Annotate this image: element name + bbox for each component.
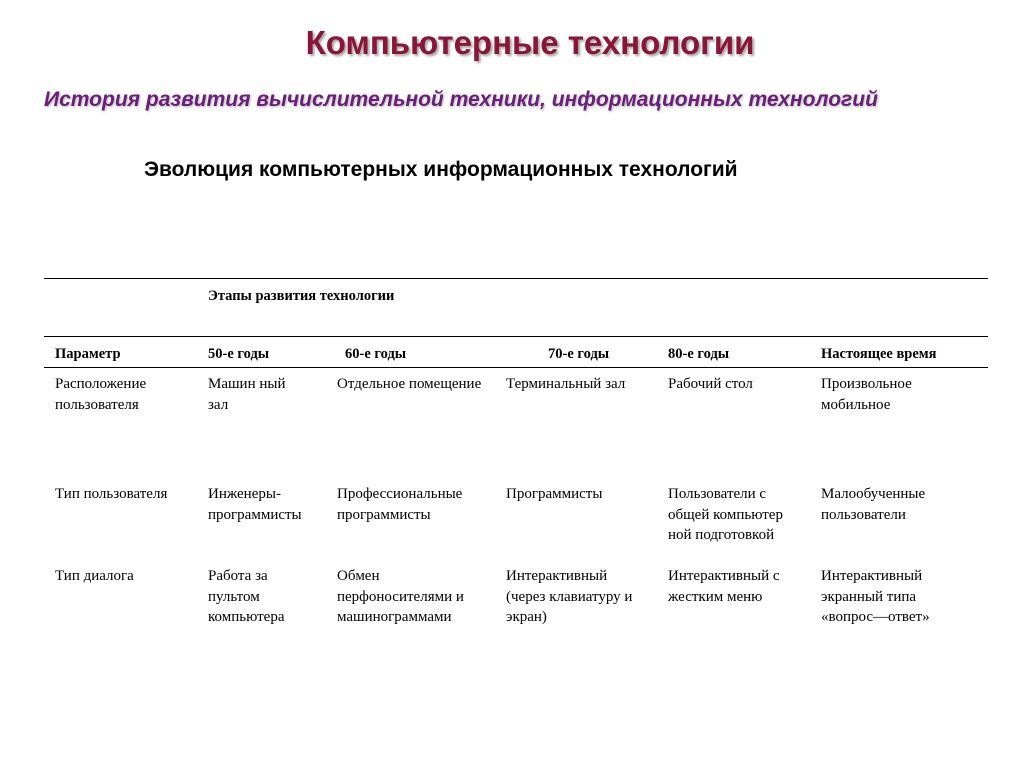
cell-80s: Рабочий стол: [668, 376, 753, 392]
cell-now: Произвольное мобильное: [821, 376, 912, 413]
cell-70s: Программисты: [506, 486, 603, 502]
cell-50s: Работа за пультом компьютера: [208, 568, 285, 625]
group-header: Этапы развития технологии: [208, 288, 395, 304]
slide-subtitle: История развития вычислительной техники, информационных технологий: [44, 88, 878, 111]
cell-now: Интерактивный экранный типа «вопрос—ответ»: [821, 568, 930, 625]
cell-param: Тип пользователя: [55, 486, 168, 502]
header-bottom-rule: [44, 367, 988, 368]
cell-50s: Инженеры-программисты: [208, 486, 302, 523]
cell-70s: Интерактивный (через клавиатуру и экран): [506, 568, 633, 625]
cell-param: Расположение пользователя: [55, 376, 147, 413]
cell-60s: Профессиональные программисты: [337, 486, 463, 523]
header-top-rule: [44, 336, 988, 337]
table-top-rule: [44, 278, 988, 279]
cell-80s: Интерактивный с жестким меню: [668, 568, 780, 605]
table-heading: Эволюция компьютерных информационных технологий: [144, 158, 738, 181]
cell-50s: Машин ный зал: [208, 376, 286, 413]
cell-now: Малообученные пользователи: [821, 486, 926, 523]
cell-70s: Терминальный зал: [506, 376, 626, 392]
cell-80s: Пользователи с общей компьютер ной подготовкой: [668, 486, 783, 543]
cell-param: Тип диалога: [55, 568, 134, 584]
column-header-param: Параметр: [55, 346, 121, 362]
cell-60s: Отдельное помещение: [337, 376, 482, 392]
column-header-50s: 50-е годы: [208, 346, 270, 362]
cell-60s: Обмен перфоносителями и машинограммами: [337, 568, 464, 625]
slide-title: Компьютерные технологии: [305, 24, 755, 61]
column-header-60s: 60-е годы: [345, 346, 407, 362]
column-header-70s: 70-е годы: [548, 346, 610, 362]
column-header-now: Настоящее время: [821, 346, 937, 362]
column-header-80s: 80-е годы: [668, 346, 730, 362]
